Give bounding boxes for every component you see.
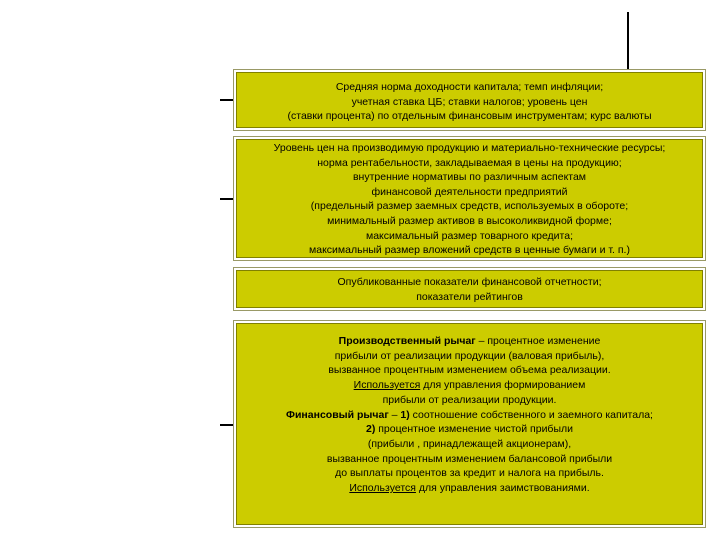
used-for-label: Используется bbox=[349, 482, 416, 495]
box-line: Производственный рычаг – процентное изменение bbox=[338, 335, 601, 347]
box-line: Используется для управления заимствованиями. bbox=[349, 482, 590, 495]
box-line: минимальный размер активов в высоколиквидной форме; bbox=[327, 214, 612, 227]
financial-leverage-term: Финансовый рычаг bbox=[286, 408, 389, 421]
box-line: норма рентабельности, закладываемая в цены на продукцию; bbox=[317, 156, 622, 169]
box-line: Уровень цен на производимую продукцию и материально-технические ресурсы; bbox=[273, 142, 666, 154]
box-line: учетная ставка ЦБ; ставки налогов; уровень цен bbox=[351, 95, 588, 108]
box-line: вызванное процентным изменением балансовой прибыли bbox=[326, 452, 613, 465]
connector-vertical-line bbox=[627, 12, 629, 72]
box-line: вызванное процентным изменением объема реализации. bbox=[328, 364, 611, 377]
box-line: 2) процентное изменение чистой прибыли bbox=[365, 423, 573, 436]
internal-norms-box bbox=[236, 139, 703, 258]
box-line: Опубликованные показатели финансовой отчетности; bbox=[337, 276, 602, 288]
box-line: Используется для управления формированием bbox=[353, 379, 586, 392]
box-line: до выплаты процентов за кредит и налога на прибыль. bbox=[335, 467, 604, 480]
box-line: (ставки процента) по отдельным финансовым инструментам; курс валюты bbox=[287, 110, 652, 123]
box-line: прибыли от реализации продукции. bbox=[382, 393, 557, 406]
box-line: прибыли от реализации продукции (валовая прибыль), bbox=[334, 349, 605, 362]
box-line: показатели рейтингов bbox=[416, 290, 523, 303]
operating-leverage-term: Производственный рычаг bbox=[338, 335, 476, 347]
published-indicators-box bbox=[236, 270, 703, 308]
used-for-label: Используется bbox=[353, 379, 421, 392]
macro-factors-box bbox=[236, 72, 703, 128]
leverage-box bbox=[236, 323, 703, 525]
box-line: Финансовый рычаг – 1) соотношение собственного и заемного капитала; bbox=[286, 408, 653, 421]
box-line: максимальный размер товарного кредита; bbox=[365, 229, 573, 242]
box-line: максимальный размер вложений средств в ценные бумаги и т. п.) bbox=[309, 244, 630, 257]
box-line: (предельный размер заемных средств, используемых в обороте; bbox=[310, 200, 629, 213]
box-line: финансовой деятельности предприятий bbox=[371, 185, 568, 198]
box-line: (прибыли , принадлежащей акционерам), bbox=[367, 437, 572, 450]
box-line: Средняя норма доходности капитала; темп инфляции; bbox=[335, 81, 604, 93]
box-line: внутренние нормативы по различным аспектам bbox=[352, 171, 587, 184]
